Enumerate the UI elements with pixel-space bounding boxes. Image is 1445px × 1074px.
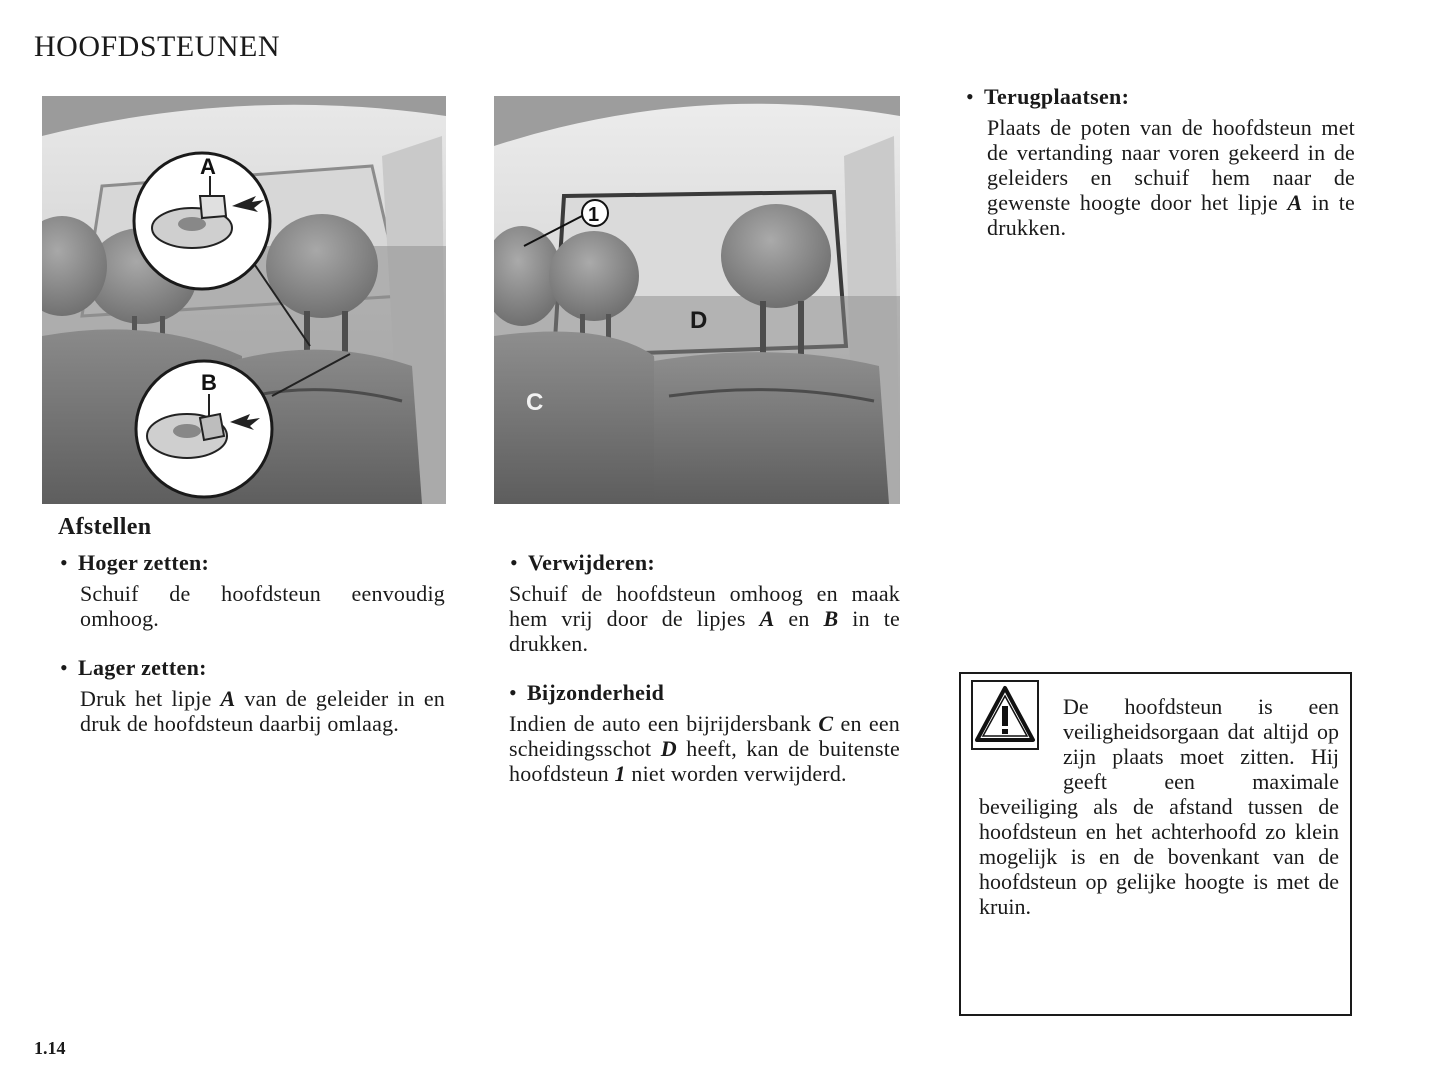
special-text-part-3: heeft, kan de buitenste hoofdsteun bbox=[509, 736, 900, 786]
lower-text-part-2: van de geleider in en druk de hoofdsteun daarbij omlaag. bbox=[80, 686, 445, 736]
label-1: 1 bbox=[588, 204, 600, 226]
special-text-part-1: Indien de auto een bijrijdersbank bbox=[509, 711, 819, 736]
label-a: A bbox=[200, 154, 216, 179]
special-bench-c: C bbox=[818, 711, 834, 736]
headrest-adjust-drawing bbox=[42, 96, 446, 504]
special-text-part-2: en een scheidingsschot bbox=[509, 711, 900, 761]
special-text bbox=[509, 711, 900, 786]
remove-tab-a: A bbox=[759, 606, 775, 631]
raise-heading: • Hoger zetten: bbox=[60, 550, 209, 576]
adjust-heading: Afstellen bbox=[58, 514, 152, 540]
special-text-part-4: niet worden verwijderd. bbox=[625, 761, 847, 786]
lower-text bbox=[80, 686, 445, 736]
lower-tab-a: A bbox=[220, 686, 236, 711]
refit-text-part-1: Plaats de poten van de hoofdsteun met de vertanding naar voren gekeerd in de geleiders en schuif hem naar de gewenste hoogte door het lipje bbox=[987, 115, 1355, 215]
label-c: C bbox=[526, 389, 544, 416]
remove-text-part-3: in te drukken. bbox=[509, 606, 900, 656]
raise-text: Schuif de hoofdsteun eenvoudig omhoog. bbox=[80, 581, 445, 631]
refit-heading: • Terugplaatsen: bbox=[966, 84, 1129, 110]
warning-text-block bbox=[979, 694, 1339, 919]
warning-text: De hoofdsteun is een veiligheidsorgaan dat altijd op zijn plaats moet zitten. Hij geeft een maximale beveiliging als de afstand tussen de hoofdsteun en het achterhoofd zo klein mogelijk is en de bovenkant van de hoofdsteun op gelijke hoogte is met de kruin. bbox=[979, 694, 1339, 919]
special-heading: • Bijzonderheid bbox=[509, 680, 664, 706]
special-partition-d: D bbox=[660, 736, 677, 761]
label-b: B bbox=[201, 370, 217, 395]
lower-heading: • Lager zetten: bbox=[60, 655, 207, 681]
remove-heading: • Verwijderen: bbox=[510, 550, 655, 576]
bench-partition-illustration bbox=[494, 96, 900, 504]
refit-text bbox=[987, 115, 1355, 240]
headrest-adjust-illustration bbox=[42, 96, 446, 504]
label-d: D bbox=[690, 307, 708, 334]
remove-text-part-2: en bbox=[774, 606, 824, 631]
lower-text-part-1: Druk het lipje bbox=[80, 686, 221, 711]
special-headrest-1: 1 bbox=[614, 761, 626, 786]
bench-partition-drawing bbox=[494, 96, 900, 504]
remove-tab-b: B bbox=[823, 606, 839, 631]
refit-tab-a: A bbox=[1287, 190, 1303, 215]
page-title: HOOFDSTEUNEN bbox=[34, 30, 280, 63]
page-number: 1.14 bbox=[34, 1038, 66, 1058]
warning-box bbox=[959, 672, 1352, 1016]
remove-text bbox=[509, 581, 900, 656]
remove-text-part-1: Schuif de hoofdsteun omhoog en maak hem vrij door de lipjes bbox=[509, 581, 900, 631]
refit-text-part-2: in te drukken. bbox=[987, 190, 1355, 240]
